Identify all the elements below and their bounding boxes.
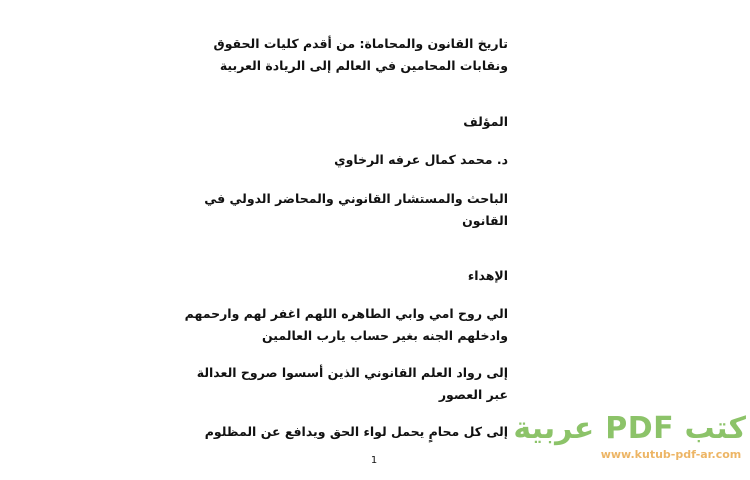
page-number: 1 (370, 455, 378, 466)
dedication-heading-text: الإهداء (467, 268, 508, 283)
dedication-line: عبر العصور (438, 387, 508, 402)
dedication-line: وادخلهم الجنه بغير حساب يارب العالمين (262, 328, 508, 343)
dedication-paragraph (204, 421, 508, 443)
author-name-text: د. محمد كمال عرفه الرخاوي (334, 152, 508, 167)
dedication-line: الي روح امي وابي الطاهره اللهم اغفر لهم وارحمهم (184, 306, 508, 321)
author-heading (238, 111, 508, 133)
dedication-line: إلى كل محامٍ يحمل لواء الحق ويدافع عن المظلوم (204, 424, 508, 439)
book-title (213, 33, 508, 77)
book-title-line-2: ونقابات المحامين في العالم إلى الريادة العربية (219, 58, 508, 73)
watermark-logo: كتب PDF عربية (513, 411, 746, 446)
site-watermark (513, 410, 746, 462)
dedication-line: إلى رواد العلم القانوني الذين أسسوا صروح العدالة (196, 365, 508, 380)
author-role (204, 188, 508, 232)
dedication-heading (238, 265, 508, 287)
book-title-line-1: تاريخ القانون والمحاماة: من أقدم كليات الحقوق (213, 36, 508, 51)
dedication-paragraph (184, 303, 508, 347)
author-heading-text: المؤلف (463, 114, 508, 129)
author-role-line-2: القانون (462, 213, 508, 228)
author-role-line-1: الباحث والمستشار القانوني والمحاضر الدولي في (204, 191, 508, 206)
dedication-paragraph (196, 362, 508, 406)
author-name (238, 149, 508, 171)
watermark-url: www.kutub-pdf-ar.com (600, 448, 742, 461)
